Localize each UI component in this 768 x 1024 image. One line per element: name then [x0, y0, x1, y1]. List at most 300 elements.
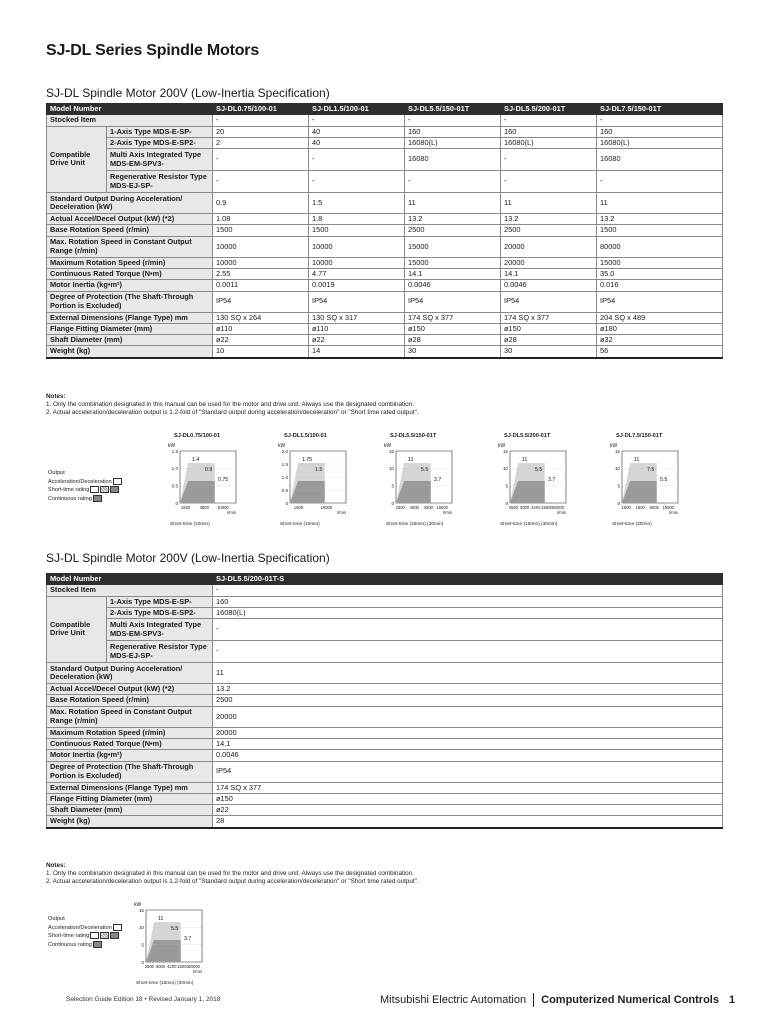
- x-tick-label: 2500: [144, 964, 155, 969]
- x-tick-label: 1500: [621, 505, 631, 510]
- curve-value-label: 1.75: [302, 457, 313, 463]
- y-tick-label: 5: [141, 942, 144, 948]
- curve-value-label: 3.7: [184, 936, 192, 942]
- legend-line: [48, 932, 122, 941]
- x-tick-label: 15000: [662, 505, 675, 510]
- table-cell: 13.2: [405, 214, 501, 225]
- table-cell: 28: [213, 816, 723, 828]
- table-cell: 10: [213, 346, 309, 358]
- chart-legend-2: [48, 916, 122, 949]
- header-cell: SJ-DL0.75/100-01: [213, 104, 309, 115]
- curve-value-label: 5.5: [171, 926, 179, 932]
- x-unit: r/min: [556, 510, 566, 515]
- legend-label: Acceleration/Deceleration: [48, 924, 112, 931]
- y-tick-label: 10: [388, 466, 394, 472]
- table-row: [47, 619, 723, 641]
- table-cell: 80000: [597, 236, 723, 257]
- table-cell: 15000: [405, 257, 501, 268]
- drive-sub-label: 2-Axis Type MDS-E-SP2-: [107, 607, 213, 618]
- table-cell: 174 SQ x 377: [501, 312, 597, 323]
- table-cell: 14.1: [213, 738, 723, 749]
- table-cell: 35.0: [597, 268, 723, 279]
- legend-label: Continuous rating: [48, 941, 92, 948]
- legend-swatch: [93, 495, 102, 502]
- table-cell: 10000: [213, 236, 309, 257]
- table-row: [47, 641, 723, 663]
- footer-edition: Selection Guide Edition 18 • Revised January 1, 2018: [66, 996, 221, 1003]
- y-tick-label: 1.5: [281, 461, 288, 467]
- notes-2: [46, 862, 419, 887]
- table-row: [47, 268, 723, 279]
- table-cell: ø28: [405, 335, 501, 346]
- legend-swatch: [93, 941, 102, 948]
- legend-swatch: [113, 478, 122, 485]
- table-row: [47, 782, 723, 793]
- table-cell: 1500: [309, 225, 405, 236]
- table-row: [47, 291, 723, 312]
- table-cell: ø22: [213, 335, 309, 346]
- curve-value-label: 1.4: [192, 457, 200, 463]
- table-cell: 0.0046: [501, 280, 597, 291]
- footer-brand-block: [380, 993, 735, 1007]
- table-cell: ø32: [597, 335, 723, 346]
- x-tick-label: 3000: [519, 505, 530, 510]
- row-label: Flange Fitting Diameter (mm): [47, 323, 213, 334]
- row-label: Actual Accel/Decel Output (kW) (*2): [47, 214, 213, 225]
- chart-title: SJ-DL0.75/100-01: [174, 433, 221, 439]
- table-cell: 160: [501, 126, 597, 137]
- y-tick-label: 0: [617, 500, 620, 506]
- x-tick-label: 15000: [177, 964, 189, 969]
- table-cell: 15000: [597, 257, 723, 268]
- y-tick-label: 0.5: [281, 487, 288, 493]
- footer-product: Computerized Numerical Controls: [541, 993, 719, 1006]
- table-cell: 20: [213, 126, 309, 137]
- x-tick-label: 1800: [635, 505, 645, 510]
- header-cell: SJ-DL7.5/150-01T: [597, 104, 723, 115]
- x-tick-label: 8000: [649, 505, 659, 510]
- row-label: Stocked Item: [47, 585, 213, 596]
- table-cell: 160: [213, 596, 723, 607]
- table-row: [47, 257, 723, 268]
- drive-sub-label: Multi Axis Integrated Type MDS-EM-SPV3-: [107, 149, 213, 171]
- y-tick-label: 5: [505, 483, 508, 489]
- chart-svg: [496, 439, 578, 527]
- legend-label: Acceleration/Deceleration: [48, 478, 112, 485]
- x-tick-label: 15000: [436, 505, 449, 510]
- note-item: 1. Only the combination designated in this manual can be used for the motor and drive unit. Always use the designated combination.: [46, 870, 414, 878]
- curve-value-label: 3.7: [548, 477, 556, 483]
- row-label: Continuous Rated Torque (N•m): [47, 738, 213, 749]
- chart-legend-1: [48, 470, 122, 503]
- table-cell: 16080(L): [405, 137, 501, 148]
- drive-sub-label: Multi Axis Integrated Type MDS-EM-SPV3-: [107, 619, 213, 641]
- output-chart: [496, 433, 578, 527]
- table-cell: 130 SQ x 264: [213, 312, 309, 323]
- x-tick-label: 3000: [409, 505, 419, 510]
- table-cell: ø28: [501, 335, 597, 346]
- legend-swatch: [90, 932, 99, 939]
- table-row: [47, 607, 723, 618]
- y-unit: kW: [278, 443, 286, 449]
- table-row: [47, 171, 723, 193]
- note-item: 2. Actual acceleration/deceleration output is 1.2-fold of "Standard output during acceleration/deceleration" or "Short time rated output".: [46, 878, 419, 886]
- chart-svg: [166, 439, 248, 527]
- table-cell: 40: [309, 126, 405, 137]
- table-row: [47, 585, 723, 596]
- y-tick-label: 15: [388, 448, 394, 454]
- curve-value-label: 11: [408, 457, 414, 463]
- spec-table-2: [46, 573, 723, 829]
- table-row: [47, 793, 723, 804]
- table-cell: 11: [597, 193, 723, 214]
- table-cell: 0.0019: [309, 280, 405, 291]
- y-tick-label: 15: [614, 448, 620, 454]
- table-cell: 20000: [501, 257, 597, 268]
- table-row: [47, 706, 723, 727]
- table-cell: ø22: [309, 335, 405, 346]
- footer-divider: [533, 993, 534, 1007]
- row-label: Actual Accel/Decel Output (kW) (*2): [47, 684, 213, 695]
- x-unit: r/min: [668, 510, 678, 515]
- table-cell: 1.5: [309, 193, 405, 214]
- table-cell: 20000: [501, 236, 597, 257]
- table-cell: -: [405, 115, 501, 126]
- row-label: Max. Rotation Speed in Constant Output Range (r/min): [47, 706, 213, 727]
- table-cell: 10000: [309, 236, 405, 257]
- section2-title: SJ-DL Spindle Motor 200V (Low-Inertia Specification): [46, 551, 330, 565]
- note-item: 2. Actual acceleration/deceleration output is 1.2-fold of "Standard output during acceleration/deceleration" or "Short time rated output".: [46, 409, 419, 417]
- y-tick-label: 15: [138, 907, 144, 913]
- x-tick-label: 4200: [531, 505, 541, 510]
- table-cell: 0.0046: [405, 280, 501, 291]
- y-tick-label: 0: [505, 500, 508, 506]
- row-label: External Dimensions (Flange Type) mm: [47, 782, 213, 793]
- header-cell: SJ-DL5.5/150-01T: [405, 104, 501, 115]
- chart-footer: Short-time (10min): [280, 522, 320, 527]
- x-unit: r/min: [192, 969, 202, 974]
- x-tick-label: 2500: [508, 505, 519, 510]
- chart-title: SJ-DL5.5/200-01T: [504, 433, 551, 439]
- legend-swatch: [113, 924, 122, 931]
- table-row: [47, 596, 723, 607]
- y-tick-label: 5: [617, 483, 620, 489]
- table-cell: ø150: [213, 793, 723, 804]
- drive-group-label: Compatible Drive Unit: [47, 126, 107, 193]
- table-cell: 40: [309, 137, 405, 148]
- table-cell: 14.1: [405, 268, 501, 279]
- row-label: Max. Rotation Speed in Constant Output Range (r/min): [47, 236, 213, 257]
- table-cell: -: [309, 171, 405, 193]
- table-cell: 160: [597, 126, 723, 137]
- table-row: [47, 684, 723, 695]
- footer-brand: Mitsubishi Electric Automation: [380, 993, 527, 1006]
- notes-title: Notes:: [46, 862, 66, 869]
- legend-label: Short-time rating: [48, 933, 90, 940]
- chart-title: SJ-DL1.5/100-01: [284, 433, 327, 439]
- table-cell: 10000: [309, 257, 405, 268]
- legend-swatch: [90, 486, 99, 493]
- y-tick-label: 0: [175, 500, 178, 506]
- table-cell: 13.2: [213, 684, 723, 695]
- table-cell: 16080: [405, 149, 501, 171]
- x-unit: r/min: [226, 510, 236, 515]
- x-tick-label: 10000: [217, 505, 229, 510]
- curve-value-label: 3.7: [434, 477, 442, 483]
- section1-title: SJ-DL Spindle Motor 200V (Low-Inertia Specification): [46, 86, 330, 100]
- y-tick-label: 10: [614, 466, 620, 472]
- row-label: Maximum Rotation Speed (r/min): [47, 727, 213, 738]
- curve-value-label: 7.5: [647, 467, 655, 473]
- row-label: Motor Inertia (kg•m²): [47, 280, 213, 291]
- header-cell: SJ-DL5.5/200-01T: [501, 104, 597, 115]
- output-chart: [132, 898, 214, 986]
- table-row: [47, 214, 723, 225]
- table-cell: 0.0046: [213, 750, 723, 761]
- header-cell: Model Number: [47, 104, 213, 115]
- legend-label: Output: [48, 916, 65, 922]
- y-tick-label: 10: [502, 466, 508, 472]
- chart-footer: Short-time (15min) (30min): [386, 522, 444, 527]
- y-unit: kW: [134, 902, 142, 908]
- table-cell: -: [213, 641, 723, 663]
- y-unit: kW: [610, 443, 618, 449]
- legend-swatch: [110, 932, 119, 939]
- drive-sub-label: 1-Axis Type MDS-E-SP-: [107, 596, 213, 607]
- table-cell: 2500: [213, 695, 723, 706]
- legend-label: Short-time rating: [48, 487, 90, 494]
- y-tick-label: 0: [285, 500, 288, 506]
- table-cell: 11: [213, 663, 723, 684]
- table-cell: ø110: [213, 323, 309, 334]
- output-chart: [382, 433, 464, 527]
- table-cell: 16080(L): [597, 137, 723, 148]
- table-cell: 1500: [597, 225, 723, 236]
- chart-footer: Short-time (10min): [170, 522, 210, 527]
- y-tick-label: 2.0: [281, 448, 288, 454]
- x-tick-label: 20000: [552, 505, 564, 510]
- chart-footer: Short-time (15min) (30min): [500, 522, 558, 527]
- table-cell: 4.77: [309, 268, 405, 279]
- table-cell: -: [213, 115, 309, 126]
- legend-swatch: [110, 486, 119, 493]
- curve-value-label: 5.5: [535, 467, 543, 473]
- legend-line: [48, 924, 122, 933]
- table-header-row: [47, 574, 723, 585]
- output-chart: [166, 433, 248, 527]
- legend-label: Output: [48, 470, 65, 476]
- table-row: [47, 312, 723, 323]
- table-row: [47, 280, 723, 291]
- x-tick-label: 4200: [423, 505, 433, 510]
- table-cell: 30: [405, 346, 501, 358]
- x-tick-label: 2500: [395, 505, 405, 510]
- header-cell: Model Number: [47, 574, 213, 585]
- y-tick-label: 1.0: [281, 474, 288, 480]
- table-row: [47, 346, 723, 358]
- table-cell: -: [213, 585, 723, 596]
- drive-sub-label: 1-Axis Type MDS-E-SP-: [107, 126, 213, 137]
- header-cell: SJ-DL5.5/200-01T-S: [213, 574, 723, 585]
- y-tick-label: 15: [502, 448, 508, 454]
- y-tick-label: 0: [141, 959, 144, 965]
- table-cell: 204 SQ x 489: [597, 312, 723, 323]
- row-label: External Dimensions (Flange Type) mm: [47, 312, 213, 323]
- y-tick-label: 0: [391, 500, 394, 506]
- table-row: [47, 663, 723, 684]
- legend-line: [48, 941, 122, 950]
- table-row: [47, 816, 723, 828]
- table-cell: 16080(L): [501, 137, 597, 148]
- curve-value-label: 11: [522, 457, 528, 463]
- table-cell: IP54: [501, 291, 597, 312]
- drive-sub-label: Regenerative Resistor Type MDS-EJ-SP-: [107, 641, 213, 663]
- table-cell: -: [597, 115, 723, 126]
- chart-footer: Short-time (15min) (30min): [136, 981, 194, 986]
- page-title: SJ-DL Series Spindle Motors: [46, 42, 260, 59]
- y-tick-label: 1.5: [171, 448, 178, 454]
- legend-line: [48, 495, 122, 504]
- row-label: Motor Inertia (kg•m²): [47, 750, 213, 761]
- notes-title: Notes:: [46, 393, 66, 400]
- legend-label: Continuous rating: [48, 495, 92, 502]
- table-cell: 16080(L): [213, 607, 723, 618]
- row-label: Weight (kg): [47, 346, 213, 358]
- drive-sub-label: Regenerative Resistor Type MDS-EJ-SP-: [107, 171, 213, 193]
- table-cell: -: [501, 115, 597, 126]
- x-tick-label: 1500: [180, 505, 191, 510]
- chart-svg: [608, 439, 690, 527]
- table-cell: 13.2: [597, 214, 723, 225]
- table-cell: ø150: [405, 323, 501, 334]
- y-tick-label: 1.0: [171, 466, 178, 472]
- curve-value-label: 0.9: [205, 467, 213, 473]
- table-cell: IP54: [597, 291, 723, 312]
- table-cell: 2: [213, 137, 309, 148]
- table-cell: -: [309, 149, 405, 171]
- table-cell: 160: [405, 126, 501, 137]
- table-cell: IP54: [405, 291, 501, 312]
- chart-svg: [382, 439, 464, 527]
- table-row: [47, 805, 723, 816]
- table-header-row: [47, 104, 723, 115]
- table-cell: 1.8: [309, 214, 405, 225]
- row-label: Degree of Protection (The Shaft-Through Portion is Excluded): [47, 291, 213, 312]
- x-tick-label: 4200: [167, 964, 177, 969]
- row-label: Shaft Diameter (mm): [47, 335, 213, 346]
- table-row: [47, 225, 723, 236]
- table-cell: 130 SQ x 317: [309, 312, 405, 323]
- y-unit: kW: [384, 443, 392, 449]
- curve-value-label: 5.5: [421, 467, 429, 473]
- note-item: 1. Only the combination designated in this manual can be used for the motor and drive unit. Always use the designated combination.: [46, 401, 414, 409]
- legend-line: [48, 478, 122, 487]
- table-cell: ø22: [213, 805, 723, 816]
- curve-value-label: 0.75: [218, 477, 229, 483]
- legend-line: [48, 486, 122, 495]
- table-cell: -: [309, 115, 405, 126]
- curve-value-label: 5.5: [660, 477, 668, 483]
- curve-value-label: 11: [634, 457, 640, 463]
- table-cell: 174 SQ x 377: [213, 782, 723, 793]
- y-tick-label: 10: [138, 925, 144, 931]
- legend-line: [48, 916, 122, 924]
- table-cell: 10000: [213, 257, 309, 268]
- table-cell: -: [501, 171, 597, 193]
- x-tick-label: 10000: [320, 505, 333, 510]
- y-tick-label: 5: [391, 483, 394, 489]
- table-cell: -: [213, 149, 309, 171]
- row-label: Standard Output During Acceleration/ Deceleration (kW): [47, 193, 213, 214]
- table-row: [47, 115, 723, 126]
- row-label: Maximum Rotation Speed (r/min): [47, 257, 213, 268]
- output-chart: [276, 433, 358, 527]
- table-row: [47, 761, 723, 782]
- y-unit: kW: [498, 443, 506, 449]
- output-chart: [608, 433, 690, 527]
- drive-sub-label: 2-Axis Type MDS-E-SP2-: [107, 137, 213, 148]
- table-cell: 2500: [405, 225, 501, 236]
- curve-value-label: 11: [158, 916, 164, 922]
- table-row: [47, 149, 723, 171]
- table-row: [47, 335, 723, 346]
- curve-value-label: 1.5: [315, 467, 323, 473]
- chart-title: SJ-DL7.5/150-01T: [616, 433, 663, 439]
- table-cell: 174 SQ x 377: [405, 312, 501, 323]
- table-cell: -: [213, 619, 723, 641]
- table-cell: 2500: [501, 225, 597, 236]
- table-row: [47, 750, 723, 761]
- table-cell: 11: [501, 193, 597, 214]
- x-tick-label: 3600: [199, 505, 209, 510]
- table-cell: ø180: [597, 323, 723, 334]
- table-cell: IP54: [309, 291, 405, 312]
- x-tick-label: 15000: [541, 505, 553, 510]
- row-label: Stocked Item: [47, 115, 213, 126]
- row-label: Base Rotation Speed (r/min): [47, 695, 213, 706]
- table-cell: 16080: [597, 149, 723, 171]
- table-cell: ø150: [501, 323, 597, 334]
- table-cell: 56: [597, 346, 723, 358]
- chart-svg: [132, 898, 214, 986]
- drive-group-label: Compatible Drive Unit: [47, 596, 107, 663]
- table-cell: -: [405, 171, 501, 193]
- table-cell: 20000: [213, 706, 723, 727]
- table-cell: -: [213, 171, 309, 193]
- table-cell: 1.08: [213, 214, 309, 225]
- table-cell: IP54: [213, 761, 723, 782]
- x-unit: r/min: [336, 510, 346, 515]
- legend-swatch: [100, 486, 109, 493]
- chart-title: SJ-DL5.5/150-01T: [390, 433, 437, 439]
- chart-svg: [276, 439, 358, 527]
- row-label: Standard Output During Acceleration/ Deceleration (kW): [47, 663, 213, 684]
- table-cell: 1500: [213, 225, 309, 236]
- row-label: Base Rotation Speed (r/min): [47, 225, 213, 236]
- table-cell: ø110: [309, 323, 405, 334]
- table-cell: 14.1: [501, 268, 597, 279]
- y-tick-label: 0.5: [171, 483, 178, 489]
- table-cell: -: [597, 171, 723, 193]
- row-label: Shaft Diameter (mm): [47, 805, 213, 816]
- table-cell: 0.0011: [213, 280, 309, 291]
- table-row: [47, 738, 723, 749]
- table-cell: 14: [309, 346, 405, 358]
- table-row: [47, 695, 723, 706]
- table-row: [47, 126, 723, 137]
- x-tick-label: 1500: [293, 505, 304, 510]
- header-cell: SJ-DL1.5/100-01: [309, 104, 405, 115]
